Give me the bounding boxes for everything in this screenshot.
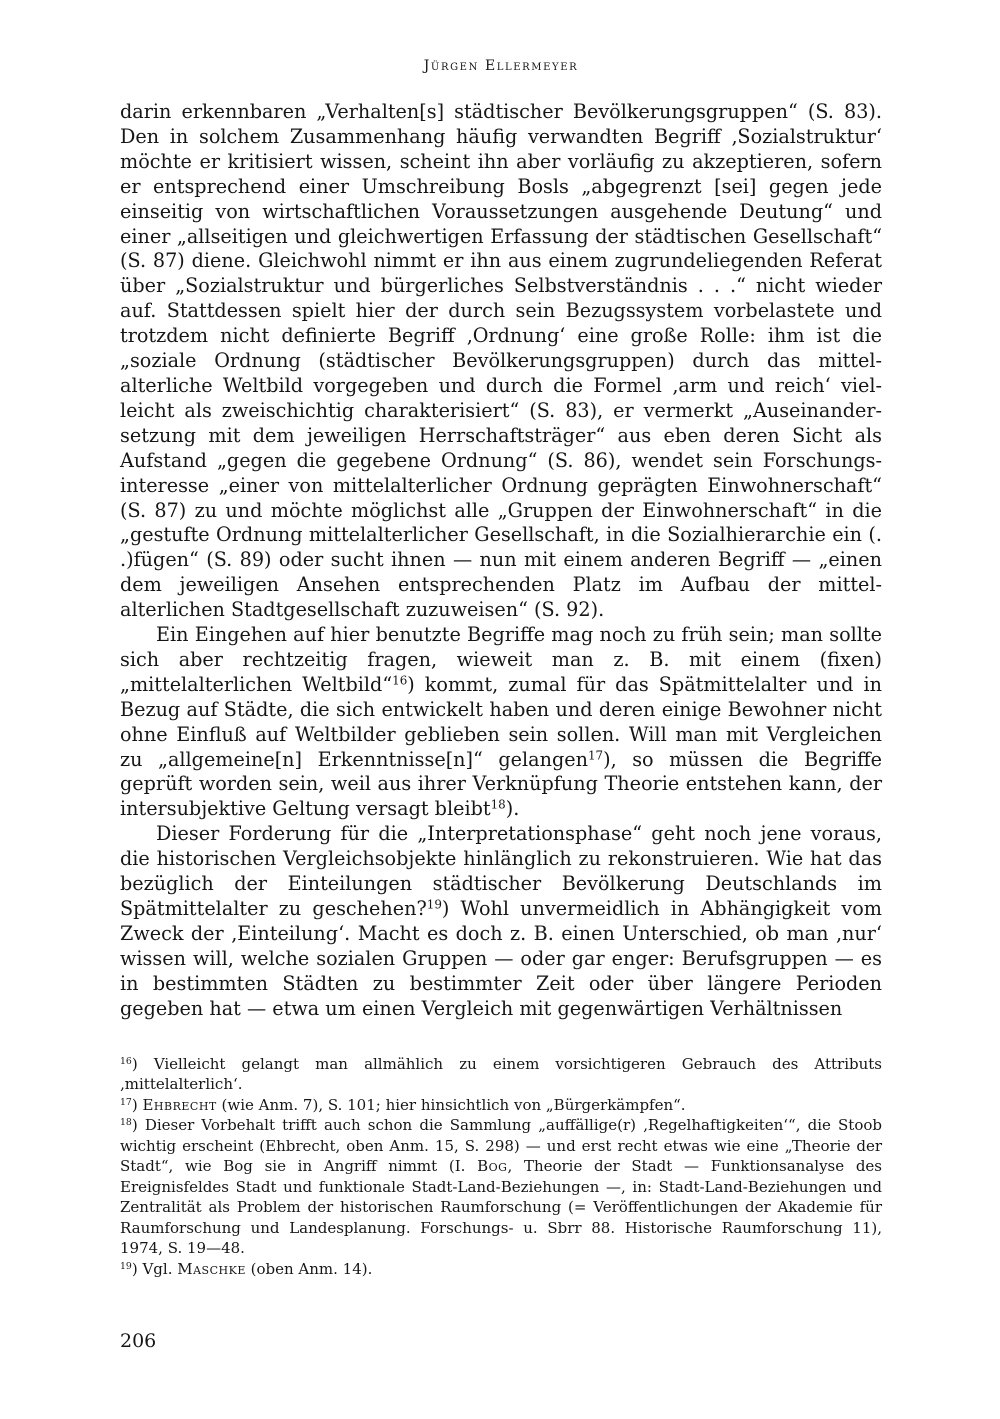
footnote-reference: 18 — [490, 797, 506, 812]
text-run: ) kommt, zumal für das Spätmittelalter und in Bezug auf Städte, die sich entwickelt haben und deren einige Bewohner nicht ohne Einfluß auf Weltbilder geblieben sein sollen. Will man mit Vergleichen zu „allgemeine[n] Erkenntnisse[n]“ gelangen — [120, 672, 882, 771]
body-paragraph — [120, 822, 882, 1021]
author-name: Bog — [477, 1157, 508, 1176]
footnote-number: 17 — [120, 1096, 132, 1108]
text-run: (wie Anm. 7), S. 101; hier hinsichtlich von „Bürgerkämpfen“. — [216, 1095, 686, 1114]
author-name: Ehbrecht — [142, 1095, 217, 1114]
footnote-number: 16 — [120, 1055, 132, 1067]
text-run: ), so müssen die Begriffe geprüft worden sein, weil aus ihrer Verknüpfung Theorie entstehen kann, der intersubjektive Geltung versagt bleibt — [120, 747, 882, 821]
running-head: Jürgen Ellermeyer — [423, 58, 579, 74]
footnote-reference: 17 — [587, 748, 604, 763]
page — [120, 58, 882, 1279]
page-number: 206 — [120, 1330, 157, 1352]
footnote-number: 19 — [120, 1260, 132, 1272]
text-run: (oben Anm. 14). — [245, 1259, 373, 1278]
text-run: ) Wohl unvermeidlich in Abhängigkeit vom Zweck der ‚Einteilung‘. Macht es doch z. B. einen Unterschied, ob man ‚nur‘ wissen will, welche sozialen Gruppen — oder gar enger: Berufsgruppen — es in bestimmten Städten zu bestimmter Zeit oder über längere Perioden gegeben hat — etwa um einen Vergleich mit gegenwärtigen Verhältnissen — [120, 897, 883, 1020]
footnote-reference: 19 — [426, 897, 442, 912]
footnote: $^{17}$) Ehbrecht (wie Anm. 7), S. 101; hier hinsichtlich von „Bürgerkämpfen“. — [120, 1095, 686, 1114]
text-run: ). — [505, 797, 520, 821]
text-run: Dieser Vorbehalt trifft auch schon die Sammlung „auffällige(r) ‚Regelhaftigkeiten‘“, die Stoob wichtig erscheint (Ehbrecht, oben Anm. 15, S. 298) — und erst recht etwas wie eine „Theorie der Stadt“, wie Bog sie in Angriff nimmt (I. — [120, 1116, 882, 1176]
text-run: Vielleicht gelangt man allmählich zu einem vorsichtigeren Gebrauch des Attributs ‚mittelalterlich‘. — [120, 1054, 883, 1094]
footnote-number: 18 — [120, 1116, 132, 1128]
footnotes — [120, 1054, 882, 1280]
footnote-reference: 16 — [392, 673, 408, 688]
text-run: Ein Eingehen auf hier benutzte Begriffe mag noch zu früh sein; man sollte sich aber rechtzeitig fragen, wieweit man z. B. mit einem (fixen) „mittelalterlichen Weltbild“ — [120, 623, 882, 696]
text-run: Vgl. — [142, 1259, 178, 1278]
footnote: $^{16}$) Vielleicht gelangt man allmählich zu einem vorsichtigeren Gebrauch des Attributs ‚mittelalterlich‘. — [120, 1054, 883, 1094]
body-paragraph — [120, 623, 882, 822]
text-run: Dieser Forderung für die „Interpretationsphase“ geht noch jene voraus, die historischen Vergleichsobjekte hinlänglich zu rekonstruieren. Wie hat das bezüglich der Einteilungen städtischer Bevölkerung Deutschlands im Spätmittelalter zu geschehen? — [120, 822, 882, 920]
body-text — [120, 100, 882, 1022]
author-name: Maschke — [177, 1259, 246, 1278]
text-run: , Theorie der Stadt — Funktionsanalyse des Ereignisfeldes Stadt und funktionale Stadt-Land-Beziehungen —, in: Stadt-Land-Beziehungen und Zentralität als Problem der historischen Raumforschung (= Veröffentlichungen der Akademie für Raumforschung und Landesplanung. Forschungs- u. Sbrr 88. Historische Raumforschung 11), 1974, S. 19—48. — [120, 1157, 882, 1258]
footnote: $^{19}$) Vgl. Maschke (oben Anm. 14). — [120, 1259, 373, 1278]
body-paragraph: darin erkennbaren „Verhalten[s] städtischer Bevölkerungsgruppen“ (S. 83). Den in solchem Zusammenhang häufig verwandten Begriff ‚Sozialstruktur‘ möchte er kritisiert wissen, scheint ihn aber vorläufig zu akzeptieren, sofern er entsprechend einer Umschreibung Bosls „abgegrenzt [sei] gegen jede einseitig von wirtschaftlichen Voraussetzungen ausgehende Deutung“ und einer „allseitigen und gleichwertigen Erfassung der städtischen Gesellschaft“ (S. 87) diene. Gleichwohl nimmt er ihn aus einem zugrundeliegenden Referat über „Sozialstruktur und bürgerliches Selbstverständnis . . .“ nicht wieder auf. Stattdessen spielt hier der durch sein Bezugssystem vorbelastete und trotzdem nicht definierte Begriff ‚Ordnung‘ eine große Rolle: ihm ist die „soziale Ordnung (städtischer Bevölkerungsgruppen) durch das mittelalterliche Weltbild vorgegeben und durch die Formel ‚arm und reich‘ vielleicht als zweischichtig charakterisiert“ (S. 83), er vermerkt „Auseinandersetzung mit dem jeweiligen Herrschaftsträger“ aus eben deren Sicht als Aufstand „gegen die gegebene Ordnung“ (S. 86), wendet sein Forschungsinteresse „einer von mittelalterlicher Ordnung geprägten Einwohnerschaft“ (S. 87) zu und möchte möglichst alle „Gruppen der Einwohnerschaft“ in die „gestufte Ordnung mittelalterlicher Gesellschaft, in die Sozialhierarchie ein (. .)fügen“ (S. 89) oder sucht ihnen — nun mit einem anderen Begriff — „einen dem jeweiligen Ansehen entsprechenden Platz im Aufbau der mittelalterlichen Stadtgesellschaft zuzuweisen“ (S. 92). — [120, 100, 882, 622]
footnote: $^{18}$) Dieser Vorbehalt trifft auch schon die Sammlung „auffällige(r) ‚Regelhaftigkeiten‘“, die Stoob wichtig erscheint (Ehbrecht, oben Anm. 15, S. 298) — und erst recht etwas wie eine „Theorie der Stadt“, wie Bog sie in Angriff nimmt (I. Bog, Theorie der Stadt — Funktionsanalyse des Ereignisfeldes Stadt und funktionale Stadt-Land-Beziehungen —, in: Stadt-Land-Beziehungen und Zentralität als Problem der historischen Raumforschung (= Veröffentlichungen der Akademie für Raumforschung und Landesplanung. Forschungs- u. Sbrr 88. Historische Raumforschung 11), 1974, S. 19—48. — [120, 1116, 882, 1258]
